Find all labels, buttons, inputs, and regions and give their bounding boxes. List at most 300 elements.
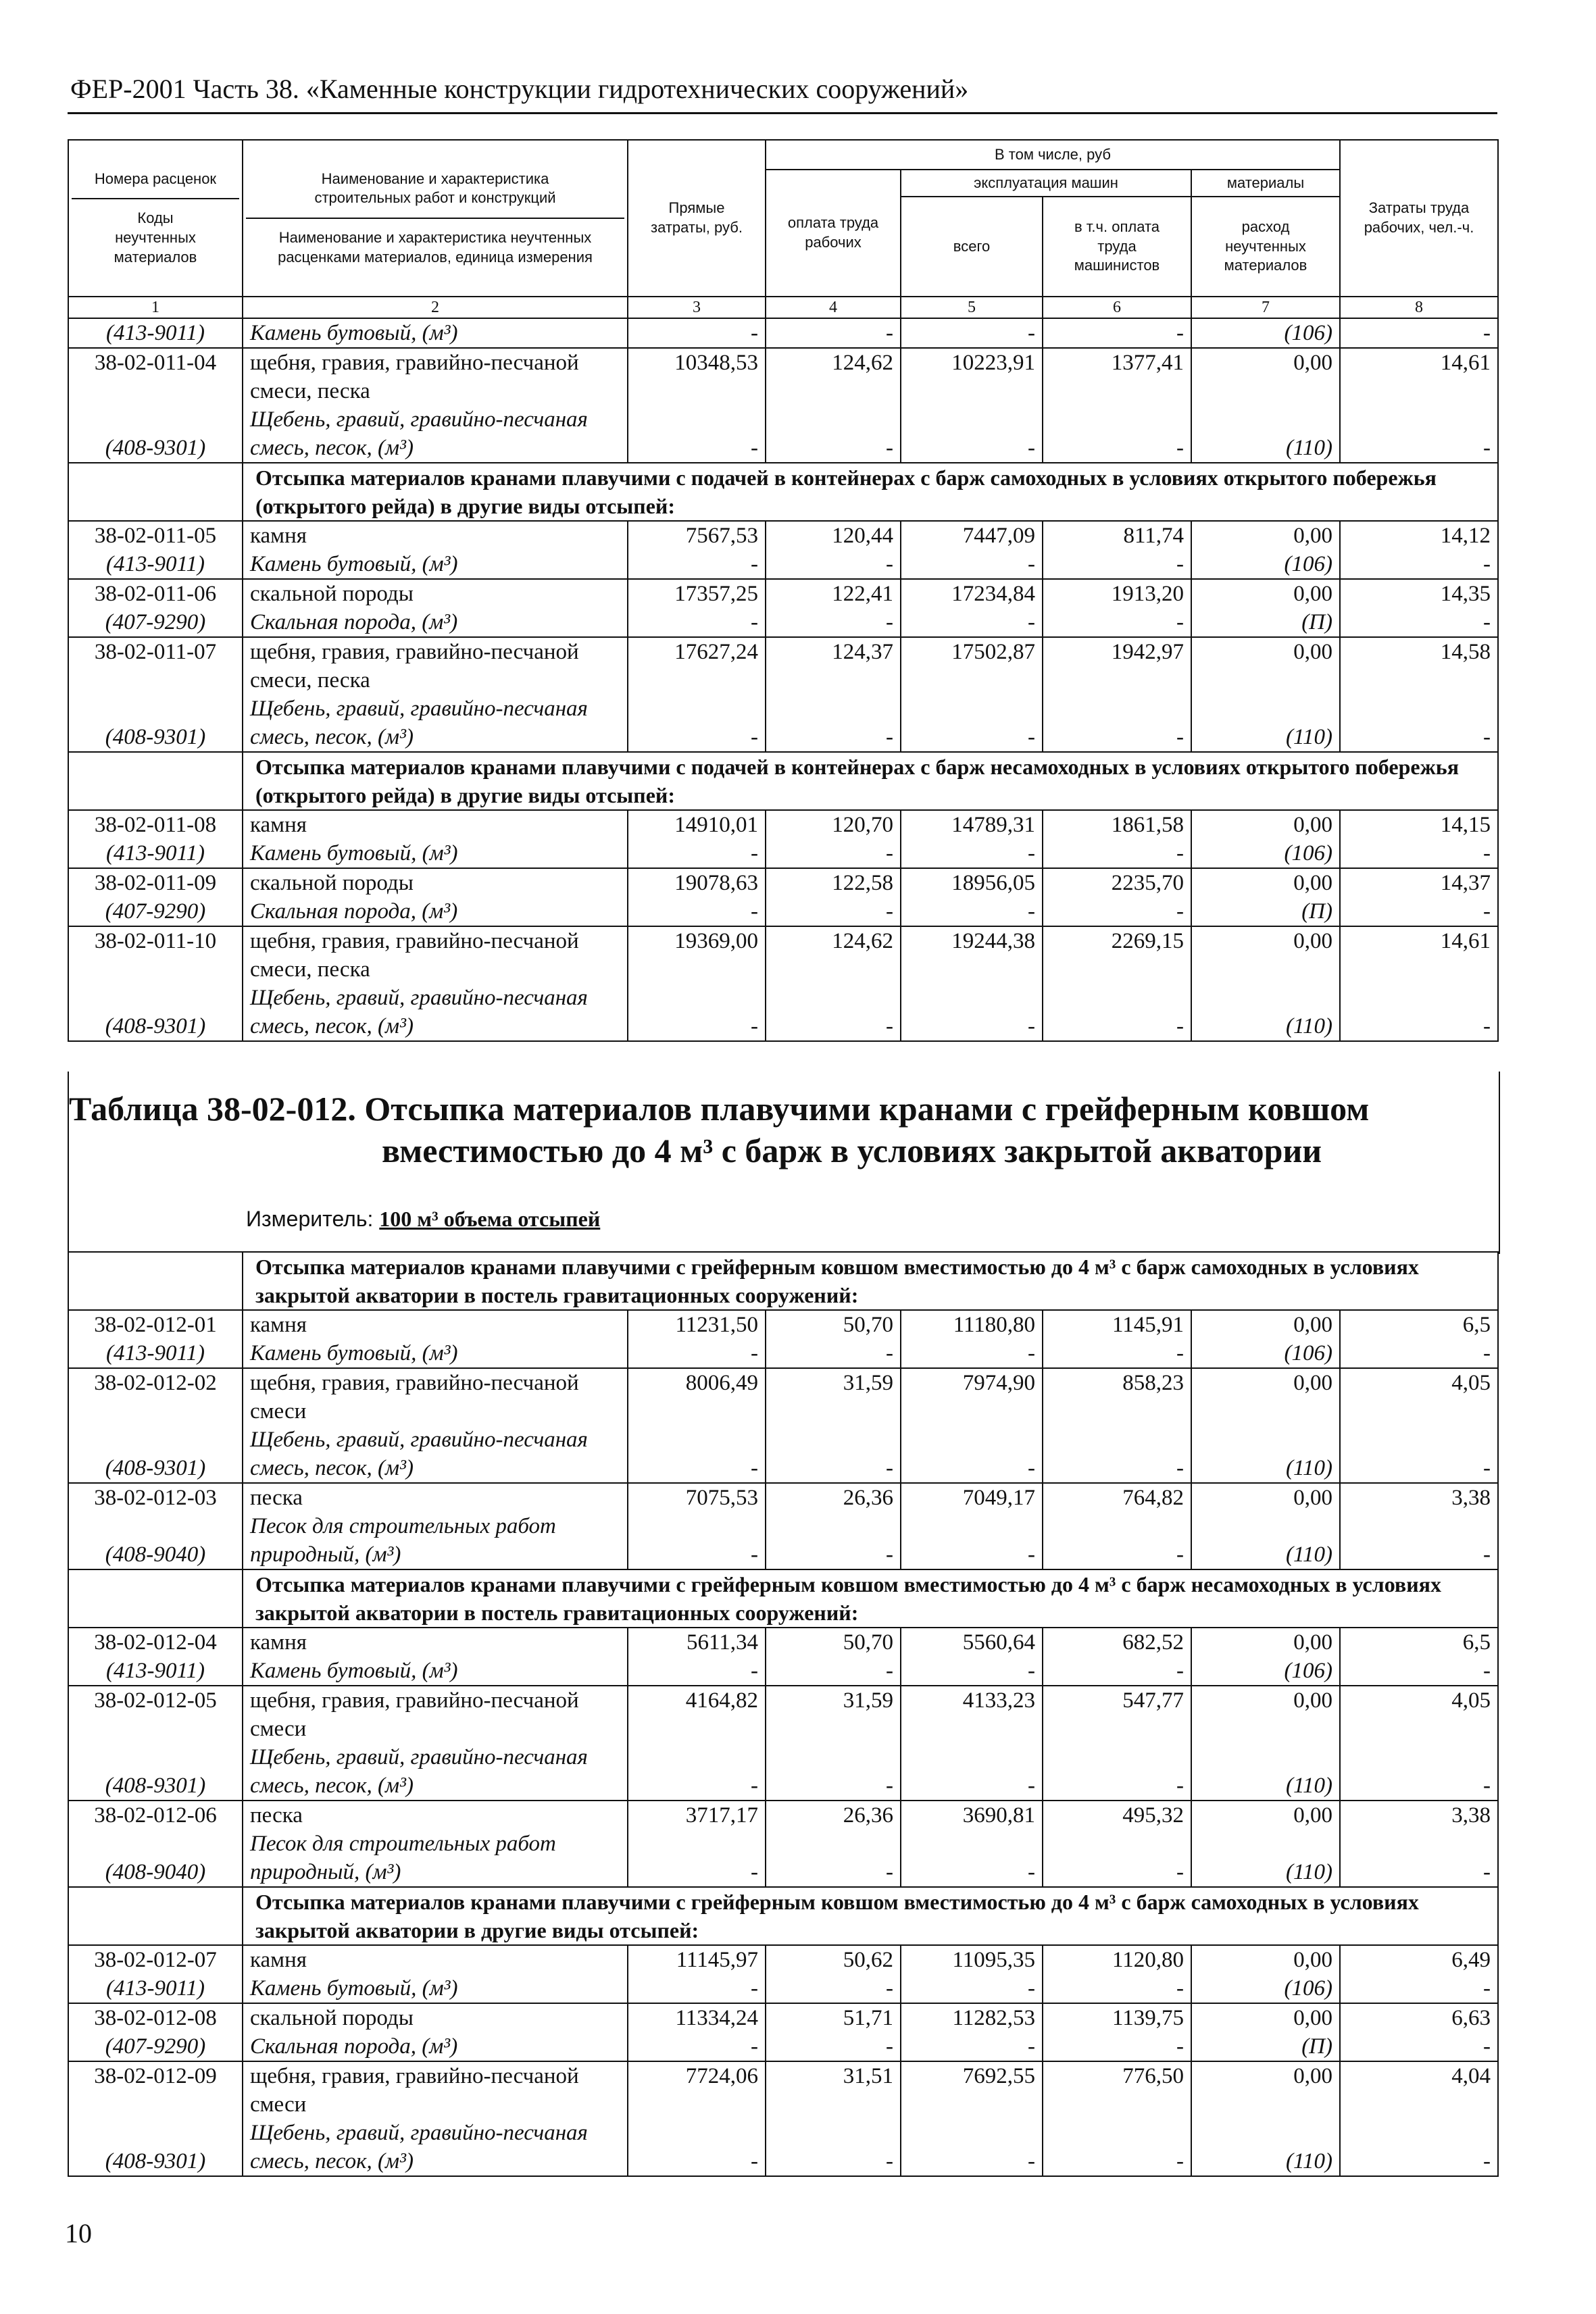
operator-pay: - (1043, 1512, 1191, 1569)
section-heading-row (68, 1252, 1498, 1310)
material-code: (407-9290) (68, 608, 243, 637)
material-code: (413-9011) (68, 1657, 243, 1686)
rate-row (68, 810, 1498, 839)
machines-total: 5560,64 (901, 1628, 1043, 1657)
direct-costs: 11334,24 (628, 2003, 766, 2032)
machines-total: 14789,31 (901, 810, 1043, 839)
material-name: Щебень, гравий, гравийно-песчаная смесь, песок, (м³) (243, 405, 628, 463)
col7-header: расход неучтенных материалов (1191, 197, 1340, 297)
material-name: Камень бутовый, (м³) (243, 1339, 628, 1368)
material-row (68, 839, 1498, 868)
rate-code: 38-02-011-06 (68, 579, 243, 608)
material-name: Скальная порода, (м³) (243, 897, 628, 926)
labor-hours: - (1340, 1426, 1498, 1483)
machines-total: 4133,23 (901, 1686, 1043, 1743)
materials-value: (106) (1191, 839, 1340, 868)
materials-value: (106) (1191, 1339, 1340, 1368)
operator-pay: - (1043, 1830, 1191, 1887)
work-name: щебня, гравия, гравийно-песчаной смеси, песка (243, 348, 628, 405)
worker-pay: - (766, 1830, 901, 1887)
group-header: В том числе, руб (766, 140, 1340, 170)
rate-code: 38-02-011-09 (68, 868, 243, 897)
section-heading: Отсыпка материалов кранами плавучими с подачей в контейнерах с барж самоходных в условиях открытого побережья (открытого рейда) в другие виды отсыпей: (243, 463, 1498, 521)
materials-value: (106) (1191, 550, 1340, 579)
operator-pay: - (1043, 1743, 1191, 1801)
rate-row (68, 926, 1498, 984)
machines-total: 10223,91 (901, 348, 1043, 405)
rate-code: 38-02-012-08 (68, 2003, 243, 2032)
operator-pay: 1861,58 (1043, 810, 1191, 839)
operator-pay: - (1043, 695, 1191, 752)
col8-header: Затраты труда рабочих, чел.-ч. (1340, 140, 1498, 297)
materials-value: (110) (1191, 1426, 1340, 1483)
worker-pay: 50,62 (766, 1945, 901, 1974)
col-number: 7 (1191, 297, 1340, 318)
materials-value: (П) (1191, 2032, 1340, 2061)
materials-value: (106) (1191, 1974, 1340, 2003)
operator-pay: 764,82 (1043, 1483, 1191, 1512)
machines-total: 19244,38 (901, 926, 1043, 984)
operator-pay: - (1043, 2119, 1191, 2176)
table-header (68, 140, 1498, 318)
machines-total: - (901, 1657, 1043, 1686)
work-name: камня (243, 1310, 628, 1339)
materials-value: 0,00 (1191, 579, 1340, 608)
operator-pay: 776,50 (1043, 2061, 1191, 2119)
worker-pay: 120,44 (766, 521, 901, 550)
material-row (68, 2119, 1498, 2176)
material-code: (408-9301) (68, 1426, 243, 1483)
measure-value: 100 м³ объема отсыпей (379, 1207, 601, 1231)
rate-row (68, 637, 1498, 695)
section-blank-cell (68, 1252, 243, 1310)
operator-pay: 811,74 (1043, 521, 1191, 550)
col2-bottom-label: Наименование и характеристика неучтенных расценками материалов, единица измерения (246, 218, 624, 267)
materials-header: материалы (1191, 170, 1340, 197)
operator-pay: 2235,70 (1043, 868, 1191, 897)
page-number: 10 (65, 2218, 92, 2248)
work-name: щебня, гравия, гравийно-песчаной смеси (243, 2061, 628, 2119)
operator-pay: 1377,41 (1043, 348, 1191, 405)
operator-pay: 1942,97 (1043, 637, 1191, 695)
labor-hours: 14,12 (1340, 521, 1498, 550)
machines-total: - (901, 695, 1043, 752)
materials-value: 0,00 (1191, 1945, 1340, 1974)
rate-row (68, 1483, 1498, 1512)
col5-header: всего (901, 197, 1043, 297)
col-number: 2 (243, 297, 628, 318)
materials-value: 0,00 (1191, 1310, 1340, 1339)
rate-row (68, 868, 1498, 897)
column-number-row (68, 297, 1498, 318)
rate-code: 38-02-012-02 (68, 1368, 243, 1426)
worker-pay: 122,58 (766, 868, 901, 897)
direct-costs: 17357,25 (628, 579, 766, 608)
col1-top-label: Номера расценок (94, 170, 217, 187)
labor-hours: - (1340, 1743, 1498, 1801)
direct-costs: 4164,82 (628, 1686, 766, 1743)
rate-code: 38-02-012-01 (68, 1310, 243, 1339)
rate-code: 38-02-012-09 (68, 2061, 243, 2119)
section-heading: Отсыпка материалов кранами плавучими с подачей в контейнерах с барж несамоходных в условиях открытого побережья (открытого рейда) в другие виды отсыпей: (243, 752, 1498, 810)
rate-code: 38-02-012-06 (68, 1801, 243, 1830)
labor-hours: - (1340, 318, 1498, 348)
material-code: (408-9301) (68, 984, 243, 1041)
direct-costs: 8006,49 (628, 1368, 766, 1426)
material-name: Щебень, гравий, гравийно-песчаная смесь, песок, (м³) (243, 1426, 628, 1483)
material-code: (408-9301) (68, 1743, 243, 1801)
labor-hours: - (1340, 550, 1498, 579)
work-name: щебня, гравия, гравийно-песчаной смеси, песка (243, 926, 628, 984)
labor-hours: - (1340, 405, 1498, 463)
operator-pay: 495,32 (1043, 1801, 1191, 1830)
machines-total: - (901, 1339, 1043, 1368)
machines-total: - (901, 608, 1043, 637)
operator-pay: 858,23 (1043, 1368, 1191, 1426)
direct-costs: - (628, 1830, 766, 1887)
labor-hours: - (1340, 984, 1498, 1041)
direct-costs: - (628, 1339, 766, 1368)
rate-code: 38-02-012-04 (68, 1628, 243, 1657)
direct-costs: 14910,01 (628, 810, 766, 839)
labor-hours: 14,61 (1340, 926, 1498, 984)
work-name: щебня, гравия, гравийно-песчаной смеси (243, 1368, 628, 1426)
material-name: Песок для строительных работ природный, (м³) (243, 1830, 628, 1887)
direct-costs: 5611,34 (628, 1628, 766, 1657)
materials-value: 0,00 (1191, 1801, 1340, 1830)
col-number: 5 (901, 297, 1043, 318)
material-row (68, 405, 1498, 463)
worker-pay: - (766, 1512, 901, 1569)
rate-row (68, 2003, 1498, 2032)
rate-row (68, 1686, 1498, 1743)
material-row (68, 1426, 1498, 1483)
materials-value: (110) (1191, 2119, 1340, 2176)
section-blank-cell (68, 752, 243, 810)
materials-value: (110) (1191, 1830, 1340, 1887)
operator-pay: - (1043, 550, 1191, 579)
material-row (68, 695, 1498, 752)
machines-total: 11095,35 (901, 1945, 1043, 1974)
labor-hours: - (1340, 1512, 1498, 1569)
machines-total: 11180,80 (901, 1310, 1043, 1339)
material-name: Щебень, гравий, гравийно-песчаная смесь, песок, (м³) (243, 1743, 628, 1801)
direct-costs: - (628, 608, 766, 637)
rate-code: 38-02-012-03 (68, 1483, 243, 1512)
worker-pay: - (766, 2119, 901, 2176)
col6-header: в т.ч. оплата труда машинистов (1043, 197, 1191, 297)
worker-pay: 51,71 (766, 2003, 901, 2032)
section-heading-row (68, 1569, 1498, 1628)
machines-header: эксплуатация машин (901, 170, 1191, 197)
section-blank-cell (68, 1569, 243, 1628)
materials-value: (110) (1191, 405, 1340, 463)
direct-costs: - (628, 1512, 766, 1569)
operator-pay: 2269,15 (1043, 926, 1191, 984)
labor-hours: - (1340, 695, 1498, 752)
labor-hours: 3,38 (1340, 1801, 1498, 1830)
materials-value: 0,00 (1191, 868, 1340, 897)
worker-pay: - (766, 897, 901, 926)
material-code: (407-9290) (68, 897, 243, 926)
material-name: Щебень, гравий, гравийно-песчаная смесь, песок, (м³) (243, 695, 628, 752)
rate-code: 38-02-011-10 (68, 926, 243, 984)
rate-row (68, 521, 1498, 550)
machines-total: - (901, 405, 1043, 463)
materials-value: 0,00 (1191, 926, 1340, 984)
machines-total: 7049,17 (901, 1483, 1043, 1512)
labor-hours: - (1340, 1339, 1498, 1368)
labor-hours: 4,05 (1340, 1686, 1498, 1743)
operator-pay: - (1043, 984, 1191, 1041)
rate-code: 38-02-012-05 (68, 1686, 243, 1743)
machines-total: 7974,90 (901, 1368, 1043, 1426)
machines-total: 11282,53 (901, 2003, 1043, 2032)
material-row (68, 318, 1498, 348)
direct-costs: - (628, 897, 766, 926)
operator-pay: - (1043, 405, 1191, 463)
worker-pay: - (766, 405, 901, 463)
labor-hours: - (1340, 2119, 1498, 2176)
table2-title-block (68, 1072, 1500, 1254)
material-row (68, 897, 1498, 926)
direct-costs: - (628, 550, 766, 579)
operator-pay: - (1043, 897, 1191, 926)
work-name: скальной породы (243, 868, 628, 897)
machines-total: - (901, 1974, 1043, 2003)
machines-total: - (901, 550, 1043, 579)
machines-total: 17502,87 (901, 637, 1043, 695)
machines-total: - (901, 1830, 1043, 1887)
machines-total: - (901, 1426, 1043, 1483)
worker-pay: - (766, 550, 901, 579)
rate-row (68, 1945, 1498, 1974)
machines-total: 7692,55 (901, 2061, 1043, 2119)
material-row (68, 550, 1498, 579)
material-row (68, 1339, 1498, 1368)
material-name: Щебень, гравий, гравийно-песчаная смесь, песок, (м³) (243, 2119, 628, 2176)
direct-costs: 19369,00 (628, 926, 766, 984)
running-head: ФЕР-2001 Часть 38. «Каменные конструкции гидротехнических сооружений» (70, 74, 969, 104)
labor-hours: 14,35 (1340, 579, 1498, 608)
operator-pay: 1139,75 (1043, 2003, 1191, 2032)
direct-costs: 17627,24 (628, 637, 766, 695)
direct-costs: - (628, 318, 766, 348)
section-heading: Отсыпка материалов кранами плавучими с грейферным ковшом вместимостью до 4 м³ с барж несамоходных в условиях закрытой акватории в постель гравитационных сооружений: (243, 1569, 1498, 1628)
machines-total: - (901, 1743, 1043, 1801)
worker-pay: 124,62 (766, 926, 901, 984)
rate-code: 38-02-012-07 (68, 1945, 243, 1974)
col-number: 4 (766, 297, 901, 318)
col4-header: оплата труда рабочих (766, 170, 901, 297)
col1-bottom-label: Коды неучтенных материалов (72, 198, 239, 267)
materials-value: 0,00 (1191, 1368, 1340, 1426)
materials-value: 0,00 (1191, 348, 1340, 405)
worker-pay: 26,36 (766, 1483, 901, 1512)
direct-costs: 7724,06 (628, 2061, 766, 2119)
table2-body (68, 1252, 1498, 2176)
worker-pay: 26,36 (766, 1801, 901, 1830)
material-name: Скальная порода, (м³) (243, 2032, 628, 2061)
materials-value: 0,00 (1191, 1686, 1340, 1743)
operator-pay: 547,77 (1043, 1686, 1191, 1743)
machines-total: - (901, 1512, 1043, 1569)
labor-hours: 14,37 (1340, 868, 1498, 897)
section-heading-row (68, 752, 1498, 810)
rate-row (68, 1801, 1498, 1830)
machines-total: 3690,81 (901, 1801, 1043, 1830)
material-row (68, 1974, 1498, 2003)
rate-row (68, 2061, 1498, 2119)
col2-header (243, 140, 628, 297)
material-code: (413-9011) (68, 318, 243, 348)
work-name: песка (243, 1801, 628, 1830)
material-code: (408-9040) (68, 1830, 243, 1887)
worker-pay: - (766, 1426, 901, 1483)
col-number: 3 (628, 297, 766, 318)
worker-pay: - (766, 318, 901, 348)
col-number: 6 (1043, 297, 1191, 318)
col2-top-label: Наименование и характеристика строительных работ и конструкций (314, 170, 556, 207)
materials-value: 0,00 (1191, 637, 1340, 695)
col-number: 8 (1340, 297, 1498, 318)
labor-hours: - (1340, 1830, 1498, 1887)
material-name: Песок для строительных работ природный, (м³) (243, 1512, 628, 1569)
materials-value: 0,00 (1191, 2003, 1340, 2032)
machines-total: - (901, 2119, 1043, 2176)
material-row (68, 1512, 1498, 1569)
work-name: камня (243, 810, 628, 839)
direct-costs: 11145,97 (628, 1945, 766, 1974)
worker-pay: - (766, 695, 901, 752)
materials-value: 0,00 (1191, 521, 1340, 550)
direct-costs: 7567,53 (628, 521, 766, 550)
table2-title (69, 1088, 1499, 1172)
materials-value: (110) (1191, 695, 1340, 752)
worker-pay: - (766, 1743, 901, 1801)
material-name: Скальная порода, (м³) (243, 608, 628, 637)
worker-pay: - (766, 1339, 901, 1368)
material-row (68, 608, 1498, 637)
operator-pay: - (1043, 1974, 1191, 2003)
labor-hours: 14,15 (1340, 810, 1498, 839)
operator-pay: 1913,20 (1043, 579, 1191, 608)
material-name: Щебень, гравий, гравийно-песчаная смесь, песок, (м³) (243, 984, 628, 1041)
section-heading: Отсыпка материалов кранами плавучими с грейферным ковшом вместимостью до 4 м³ с барж самоходных в условиях закрытой акватории в другие виды отсыпей: (243, 1887, 1498, 1945)
worker-pay: 124,62 (766, 348, 901, 405)
direct-costs: - (628, 695, 766, 752)
rates-table-2 (68, 1251, 1499, 2177)
machines-total: - (901, 839, 1043, 868)
machines-total: - (901, 318, 1043, 348)
materials-value: (110) (1191, 1743, 1340, 1801)
materials-value: (106) (1191, 318, 1340, 348)
material-row (68, 2032, 1498, 2061)
machines-total: 17234,84 (901, 579, 1043, 608)
measure-unit (246, 1207, 600, 1232)
material-code: (407-9290) (68, 2032, 243, 2061)
rate-row (68, 1310, 1498, 1339)
machines-total: - (901, 897, 1043, 926)
col-number: 1 (68, 297, 243, 318)
labor-hours: 4,04 (1340, 2061, 1498, 2119)
labor-hours: 6,63 (1340, 2003, 1498, 2032)
worker-pay: 50,70 (766, 1628, 901, 1657)
operator-pay: 1145,91 (1043, 1310, 1191, 1339)
material-code: (413-9011) (68, 550, 243, 579)
machines-total: - (901, 2032, 1043, 2061)
worker-pay: - (766, 608, 901, 637)
worker-pay: - (766, 1657, 901, 1686)
direct-costs: 19078,63 (628, 868, 766, 897)
labor-hours: - (1340, 897, 1498, 926)
rate-row (68, 1628, 1498, 1657)
work-name: песка (243, 1483, 628, 1512)
labor-hours: 6,5 (1340, 1628, 1498, 1657)
materials-value: 0,00 (1191, 1628, 1340, 1657)
labor-hours: 6,49 (1340, 1945, 1498, 1974)
direct-costs: 7075,53 (628, 1483, 766, 1512)
material-code: (413-9011) (68, 1974, 243, 2003)
col3-header: Прямые затраты, руб. (628, 140, 766, 297)
operator-pay: 682,52 (1043, 1628, 1191, 1657)
direct-costs: - (628, 984, 766, 1041)
labor-hours: - (1340, 839, 1498, 868)
material-code: (408-9301) (68, 695, 243, 752)
direct-costs: - (628, 1657, 766, 1686)
material-row (68, 984, 1498, 1041)
direct-costs: 11231,50 (628, 1310, 766, 1339)
material-name: Камень бутовый, (м³) (243, 550, 628, 579)
direct-costs: - (628, 2032, 766, 2061)
rate-row (68, 579, 1498, 608)
work-name: щебня, гравия, гравийно-песчаной смеси (243, 1686, 628, 1743)
machines-total: - (901, 984, 1043, 1041)
materials-value: (110) (1191, 984, 1340, 1041)
material-row (68, 1830, 1498, 1887)
direct-costs: - (628, 1426, 766, 1483)
work-name: камня (243, 521, 628, 550)
labor-hours: - (1340, 1657, 1498, 1686)
materials-value: 0,00 (1191, 1483, 1340, 1512)
worker-pay: 124,37 (766, 637, 901, 695)
material-code: (413-9011) (68, 1339, 243, 1368)
operator-pay: - (1043, 1339, 1191, 1368)
materials-value: 0,00 (1191, 810, 1340, 839)
header-rule (68, 112, 1497, 114)
work-name: щебня, гравия, гравийно-песчаной смеси, песка (243, 637, 628, 695)
material-code: (408-9040) (68, 1512, 243, 1569)
worker-pay: - (766, 839, 901, 868)
material-name: Камень бутовый, (м³) (243, 318, 628, 348)
rates-table-1 (68, 139, 1499, 1042)
worker-pay: - (766, 984, 901, 1041)
labor-hours: 3,38 (1340, 1483, 1498, 1512)
labor-hours: - (1340, 1974, 1498, 2003)
section-heading-row (68, 1887, 1498, 1945)
materials-value: (106) (1191, 1657, 1340, 1686)
worker-pay: 31,59 (766, 1686, 901, 1743)
worker-pay: - (766, 1974, 901, 2003)
material-name: Камень бутовый, (м³) (243, 839, 628, 868)
operator-pay: - (1043, 318, 1191, 348)
rate-row (68, 348, 1498, 405)
materials-value: (110) (1191, 1512, 1340, 1569)
labor-hours: 14,61 (1340, 348, 1498, 405)
worker-pay: 31,51 (766, 2061, 901, 2119)
labor-hours: 4,05 (1340, 1368, 1498, 1426)
worker-pay: 50,70 (766, 1310, 901, 1339)
